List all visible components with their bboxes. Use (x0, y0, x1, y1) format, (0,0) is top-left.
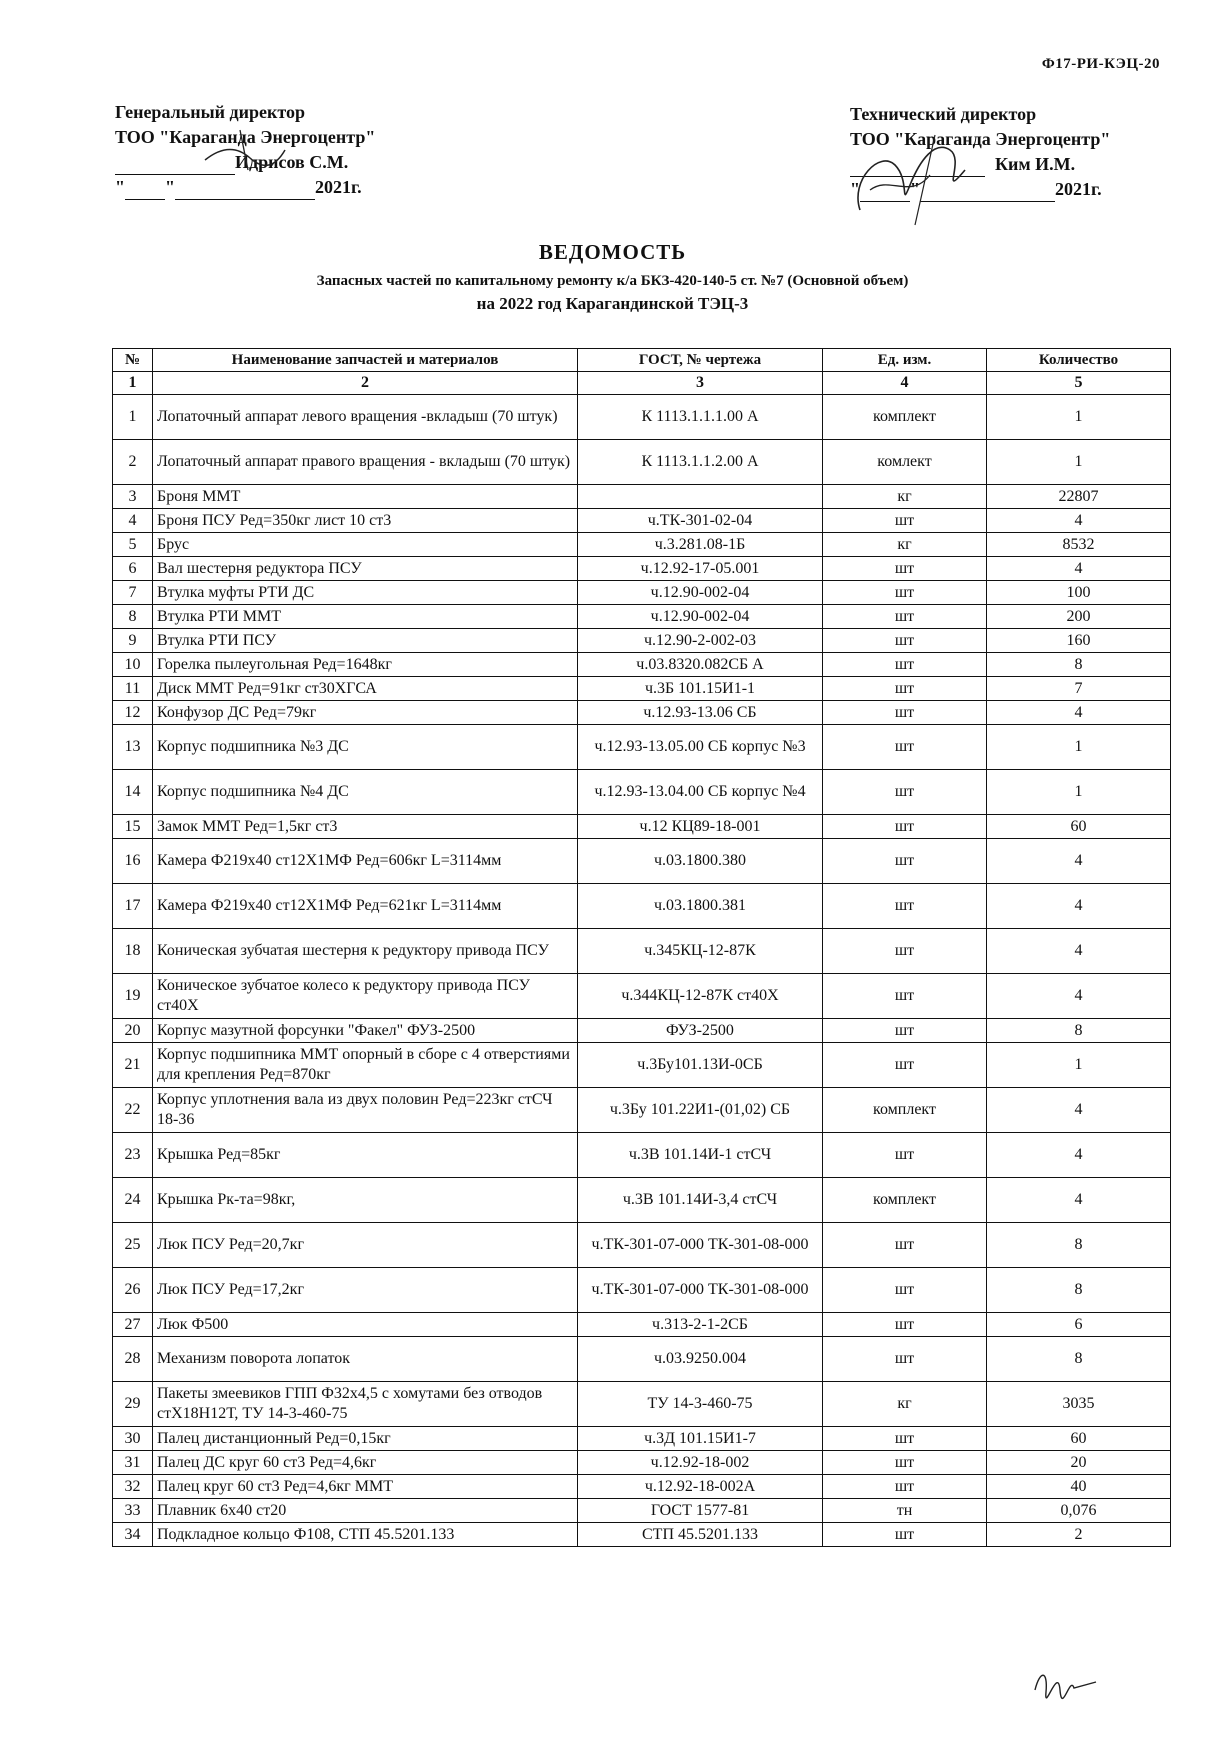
table-row (113, 509, 1171, 533)
table-row (113, 557, 1171, 581)
row-gost-cell: ч.ТК-301-07-000 ТК-301-08-000 (578, 1268, 823, 1313)
table-row (113, 1223, 1171, 1268)
row-quantity-cell: 1 (987, 725, 1171, 770)
row-gost-cell: ч.3Бу 101.22И1-(01,02) СБ (578, 1088, 823, 1133)
table-row (113, 770, 1171, 815)
row-number-cell: 5 (113, 533, 153, 557)
approval-date-right: " " 2021г. (850, 177, 1110, 202)
row-number-cell: 31 (113, 1451, 153, 1475)
row-gost-cell: ч.03.9250.004 (578, 1337, 823, 1382)
table-row (113, 725, 1171, 770)
row-unit-cell: шт (823, 815, 987, 839)
row-number-cell: 2 (113, 440, 153, 485)
header-unit: Ед. изм. (823, 349, 987, 372)
table-row (113, 929, 1171, 974)
initials-signature-image (1030, 1660, 1100, 1700)
row-quantity-cell: 4 (987, 974, 1171, 1019)
row-gost-cell: ФУЗ-2500 (578, 1019, 823, 1043)
table-row (113, 815, 1171, 839)
row-number-cell: 14 (113, 770, 153, 815)
row-gost-cell: ч.03.8320.082СБ А (578, 653, 823, 677)
row-gost-cell: ч.ТК-301-02-04 (578, 509, 823, 533)
row-gost-cell: ч.313-2-1-2СБ (578, 1313, 823, 1337)
row-name-cell: Втулка РТИ ПСУ (153, 629, 578, 653)
table-row (113, 653, 1171, 677)
row-quantity-cell: 3035 (987, 1382, 1171, 1427)
table-row (113, 839, 1171, 884)
table-index-row (113, 372, 1171, 395)
row-name-cell: Броня ММТ (153, 485, 578, 509)
row-quantity-cell: 100 (987, 581, 1171, 605)
row-gost-cell: ч.3В 101.14И-3,4 стСЧ (578, 1178, 823, 1223)
row-name-cell: Брус (153, 533, 578, 557)
row-unit-cell: тн (823, 1499, 987, 1523)
row-quantity-cell: 1 (987, 770, 1171, 815)
document-subtitle-year: на 2022 год Карагандинской ТЭЦ-3 (476, 294, 749, 313)
document-subtitle: Запасных частей по капитальному ремонту к/а БКЗ-420-140-5 ст. №7 (Основной объем) (316, 273, 909, 289)
row-unit-cell: шт (823, 929, 987, 974)
row-number-cell: 21 (113, 1043, 153, 1088)
row-name-cell: Камера Ф219х40 ст12Х1МФ Ред=621кг L=3114мм (153, 884, 578, 929)
table-row (113, 1337, 1171, 1382)
table-row (113, 533, 1171, 557)
row-name-cell: Вал шестерня редуктора ПСУ (153, 557, 578, 581)
row-name-cell: Подкладное кольцо Ф108, СТП 45.5201.133 (153, 1523, 578, 1547)
row-name-cell: Корпус подшипника №4 ДС (153, 770, 578, 815)
row-number-cell: 33 (113, 1499, 153, 1523)
row-number-cell: 12 (113, 701, 153, 725)
table-row (113, 581, 1171, 605)
row-gost-cell: ч.03.1800.380 (578, 839, 823, 884)
row-quantity-cell: 2 (987, 1523, 1171, 1547)
row-gost-cell: ч.12.90-2-002-03 (578, 629, 823, 653)
approver-org-left: ТОО "Караганда Энергоцентр" (115, 127, 376, 147)
row-quantity-cell: 1 (987, 440, 1171, 485)
row-number-cell: 15 (113, 815, 153, 839)
approver-position-left: Генеральный директор (115, 102, 305, 122)
row-gost-cell: ч.3.281.08-1Б (578, 533, 823, 557)
row-number-cell: 27 (113, 1313, 153, 1337)
row-quantity-cell: 60 (987, 815, 1171, 839)
row-unit-cell: комплект (823, 395, 987, 440)
table-row (113, 1178, 1171, 1223)
row-name-cell: Броня ПСУ Ред=350кг лист 10 ст3 (153, 509, 578, 533)
row-gost-cell: ч.3Д 101.15И1-7 (578, 1427, 823, 1451)
row-number-cell: 7 (113, 581, 153, 605)
row-quantity-cell: 4 (987, 1133, 1171, 1178)
row-name-cell: Коническое зубчатое колесо к редуктору привода ПСУ ст40Х (153, 974, 578, 1019)
table-row (113, 1427, 1171, 1451)
row-gost-cell: ч.12.93-13.06 СБ (578, 701, 823, 725)
approval-year-right: 2021г. (1055, 179, 1102, 199)
row-gost-cell: ч.12.92-18-002А (578, 1475, 823, 1499)
row-name-cell: Люк ПСУ Ред=17,2кг (153, 1268, 578, 1313)
row-unit-cell: кг (823, 533, 987, 557)
row-unit-cell: шт (823, 509, 987, 533)
row-unit-cell: шт (823, 557, 987, 581)
row-quantity-cell: 60 (987, 1427, 1171, 1451)
row-number-cell: 1 (113, 395, 153, 440)
table-row (113, 974, 1171, 1019)
row-gost-cell: ч.344КЦ-12-87К ст40Х (578, 974, 823, 1019)
table-row (113, 677, 1171, 701)
row-unit-cell: шт (823, 1223, 987, 1268)
row-name-cell: Палец ДС круг 60 ст3 Ред=4,6кг (153, 1451, 578, 1475)
document-title: ВЕДОМОСТЬ (538, 240, 687, 264)
row-quantity-cell: 4 (987, 1178, 1171, 1223)
row-name-cell: Палец дистанционный Ред=0,15кг (153, 1427, 578, 1451)
row-number-cell: 26 (113, 1268, 153, 1313)
row-unit-cell: шт (823, 884, 987, 929)
row-number-cell: 25 (113, 1223, 153, 1268)
row-number-cell: 3 (113, 485, 153, 509)
index-cell: 5 (987, 372, 1171, 395)
row-number-cell: 10 (113, 653, 153, 677)
row-number-cell: 18 (113, 929, 153, 974)
row-number-cell: 28 (113, 1337, 153, 1382)
row-name-cell: Плавник 6х40 ст20 (153, 1499, 578, 1523)
row-unit-cell: шт (823, 1019, 987, 1043)
row-unit-cell: шт (823, 701, 987, 725)
row-name-cell: Лопаточный аппарат правого вращения - вкладыш (70 штук) (153, 440, 578, 485)
row-gost-cell: К 1113.1.1.2.00 А (578, 440, 823, 485)
row-gost-cell: ч.12.90-002-04 (578, 605, 823, 629)
row-quantity-cell: 160 (987, 629, 1171, 653)
row-number-cell: 9 (113, 629, 153, 653)
header-quantity: Количество (987, 349, 1171, 372)
row-number-cell: 19 (113, 974, 153, 1019)
table-row (113, 440, 1171, 485)
row-quantity-cell: 4 (987, 509, 1171, 533)
row-gost-cell: ч.12.93-13.05.00 СБ корпус №3 (578, 725, 823, 770)
header-name: Наименование запчастей и материалов (153, 349, 578, 372)
row-quantity-cell: 4 (987, 701, 1171, 725)
row-quantity-cell: 8 (987, 1268, 1171, 1313)
row-quantity-cell: 22807 (987, 485, 1171, 509)
row-unit-cell: шт (823, 1268, 987, 1313)
row-quantity-cell: 4 (987, 929, 1171, 974)
row-number-cell: 20 (113, 1019, 153, 1043)
row-gost-cell: ч.ТК-301-07-000 ТК-301-08-000 (578, 1223, 823, 1268)
row-unit-cell: шт (823, 1313, 987, 1337)
table-row (113, 701, 1171, 725)
row-name-cell: Пакеты змеевиков ГПП Ф32х4,5 с хомутами без отводов стХ18Н12Т, ТУ 14-3-460-75 (153, 1382, 578, 1427)
row-name-cell: Механизм поворота лопаток (153, 1337, 578, 1382)
row-name-cell: Люк ПСУ Ред=20,7кг (153, 1223, 578, 1268)
row-gost-cell: ч.12.93-13.04.00 СБ корпус №4 (578, 770, 823, 815)
row-unit-cell: шт (823, 605, 987, 629)
row-quantity-cell: 0,076 (987, 1499, 1171, 1523)
row-name-cell: Корпус уплотнения вала из двух половин Ред=223кг стСЧ 18-36 (153, 1088, 578, 1133)
table-row (113, 884, 1171, 929)
row-unit-cell: шт (823, 1523, 987, 1547)
row-quantity-cell: 1 (987, 1043, 1171, 1088)
row-unit-cell: шт (823, 1451, 987, 1475)
row-unit-cell: шт (823, 1337, 987, 1382)
table-row (113, 1475, 1171, 1499)
row-name-cell: Горелка пылеугольная Ред=1648кг (153, 653, 578, 677)
row-gost-cell: ч.12 КЦ89-18-001 (578, 815, 823, 839)
row-number-cell: 11 (113, 677, 153, 701)
row-unit-cell: шт (823, 677, 987, 701)
row-name-cell: Палец круг 60 ст3 Ред=4,6кг ММТ (153, 1475, 578, 1499)
row-gost-cell: ч.12.90-002-04 (578, 581, 823, 605)
row-gost-cell: ч.12.92-18-002 (578, 1451, 823, 1475)
row-number-cell: 24 (113, 1178, 153, 1223)
spare-parts-table (112, 348, 1171, 1547)
row-gost-cell: ч.3Б 101.15И1-1 (578, 677, 823, 701)
row-gost-cell: ч.03.1800.381 (578, 884, 823, 929)
row-quantity-cell: 200 (987, 605, 1171, 629)
row-unit-cell: шт (823, 974, 987, 1019)
row-unit-cell: комплект (823, 1178, 987, 1223)
row-quantity-cell: 8532 (987, 533, 1171, 557)
row-name-cell: Крышка Рк-та=98кг, (153, 1178, 578, 1223)
row-quantity-cell: 40 (987, 1475, 1171, 1499)
row-quantity-cell: 8 (987, 1337, 1171, 1382)
table-body (113, 395, 1171, 1547)
row-quantity-cell: 7 (987, 677, 1171, 701)
row-quantity-cell: 8 (987, 1019, 1171, 1043)
row-quantity-cell: 1 (987, 395, 1171, 440)
row-gost-cell: К 1113.1.1.1.00 А (578, 395, 823, 440)
row-gost-cell: ч.3Бу101.13И-0СБ (578, 1043, 823, 1088)
approval-date-left: " " 2021г. (115, 175, 375, 200)
row-unit-cell: шт (823, 770, 987, 815)
table-row (113, 1133, 1171, 1178)
row-name-cell: Замок ММТ Ред=1,5кг ст3 (153, 815, 578, 839)
index-cell: 3 (578, 372, 823, 395)
row-name-cell: Диск ММТ Ред=91кг ст30ХГСА (153, 677, 578, 701)
row-unit-cell: кг (823, 485, 987, 509)
table-row (113, 1382, 1171, 1427)
table-row (113, 629, 1171, 653)
title-block (0, 240, 1225, 314)
row-number-cell: 13 (113, 725, 153, 770)
row-number-cell: 8 (113, 605, 153, 629)
row-unit-cell: комлект (823, 440, 987, 485)
approval-year-left: 2021г. (315, 177, 362, 197)
table-row (113, 1268, 1171, 1313)
signature-right-image (840, 130, 990, 230)
header-number: № (113, 349, 153, 372)
row-name-cell: Люк Ф500 (153, 1313, 578, 1337)
row-name-cell: Корпус подшипника ММТ опорный в сборе с 4 отверстиями для крепления Ред=870кг (153, 1043, 578, 1088)
table-row (113, 1088, 1171, 1133)
signature-left-image (200, 120, 290, 180)
row-unit-cell: шт (823, 839, 987, 884)
header-gost: ГОСТ, № чертежа (578, 349, 823, 372)
row-gost-cell: СТП 45.5201.133 (578, 1523, 823, 1547)
table-row (113, 1451, 1171, 1475)
table-row (113, 395, 1171, 440)
row-gost-cell: ч.12.92-17-05.001 (578, 557, 823, 581)
document-code: Ф17-РИ-КЭЦ-20 (1041, 56, 1160, 72)
row-quantity-cell: 20 (987, 1451, 1171, 1475)
table-row (113, 1523, 1171, 1547)
row-unit-cell: кг (823, 1382, 987, 1427)
row-unit-cell: шт (823, 581, 987, 605)
table-row (113, 1043, 1171, 1088)
row-gost-cell: ГОСТ 1577-81 (578, 1499, 823, 1523)
row-number-cell: 4 (113, 509, 153, 533)
row-name-cell: Лопаточный аппарат левого вращения -вкладыш (70 штук) (153, 395, 578, 440)
row-quantity-cell: 6 (987, 1313, 1171, 1337)
row-quantity-cell: 4 (987, 884, 1171, 929)
approver-org-right: ТОО "Караганда Энергоцентр" (850, 129, 1111, 149)
row-number-cell: 6 (113, 557, 153, 581)
row-quantity-cell: 4 (987, 1088, 1171, 1133)
row-name-cell: Конфузор ДС Ред=79кг (153, 701, 578, 725)
row-name-cell: Крышка Ред=85кг (153, 1133, 578, 1178)
row-quantity-cell: 8 (987, 1223, 1171, 1268)
row-unit-cell: шт (823, 1427, 987, 1451)
row-gost-cell (578, 485, 823, 509)
row-name-cell: Камера Ф219х40 ст12Х1МФ Ред=606кг L=3114мм (153, 839, 578, 884)
table-row (113, 1499, 1171, 1523)
row-quantity-cell: 4 (987, 557, 1171, 581)
row-unit-cell: шт (823, 725, 987, 770)
row-number-cell: 32 (113, 1475, 153, 1499)
row-unit-cell: шт (823, 629, 987, 653)
row-quantity-cell: 4 (987, 839, 1171, 884)
row-number-cell: 29 (113, 1382, 153, 1427)
row-number-cell: 17 (113, 884, 153, 929)
table-row (113, 1019, 1171, 1043)
index-cell: 4 (823, 372, 987, 395)
row-name-cell: Втулка РТИ ММТ (153, 605, 578, 629)
row-unit-cell: шт (823, 653, 987, 677)
row-unit-cell: шт (823, 1043, 987, 1088)
table-row (113, 1313, 1171, 1337)
row-gost-cell: ч.345КЦ-12-87К (578, 929, 823, 974)
row-quantity-cell: 8 (987, 653, 1171, 677)
row-name-cell: Втулка муфты РТИ ДС (153, 581, 578, 605)
index-cell: 1 (113, 372, 153, 395)
table-header-row (113, 349, 1171, 372)
row-unit-cell: шт (823, 1475, 987, 1499)
table-row (113, 605, 1171, 629)
table-row (113, 485, 1171, 509)
approver-name-left: Идрисов С.М. (235, 152, 349, 172)
row-gost-cell: ТУ 14-3-460-75 (578, 1382, 823, 1427)
row-number-cell: 34 (113, 1523, 153, 1547)
row-number-cell: 30 (113, 1427, 153, 1451)
row-number-cell: 16 (113, 839, 153, 884)
row-name-cell: Корпус мазутной форсунки "Факел" ФУЗ-2500 (153, 1019, 578, 1043)
row-name-cell: Корпус подшипника №3 ДС (153, 725, 578, 770)
row-number-cell: 23 (113, 1133, 153, 1178)
row-unit-cell: комплект (823, 1088, 987, 1133)
row-unit-cell: шт (823, 1133, 987, 1178)
row-number-cell: 22 (113, 1088, 153, 1133)
approver-position-right: Технический директор (850, 104, 1037, 124)
index-cell: 2 (153, 372, 578, 395)
row-gost-cell: ч.3В 101.14И-1 стСЧ (578, 1133, 823, 1178)
approver-name-right: Ким И.М. (995, 154, 1076, 174)
row-name-cell: Коническая зубчатая шестерня к редуктору привода ПСУ (153, 929, 578, 974)
